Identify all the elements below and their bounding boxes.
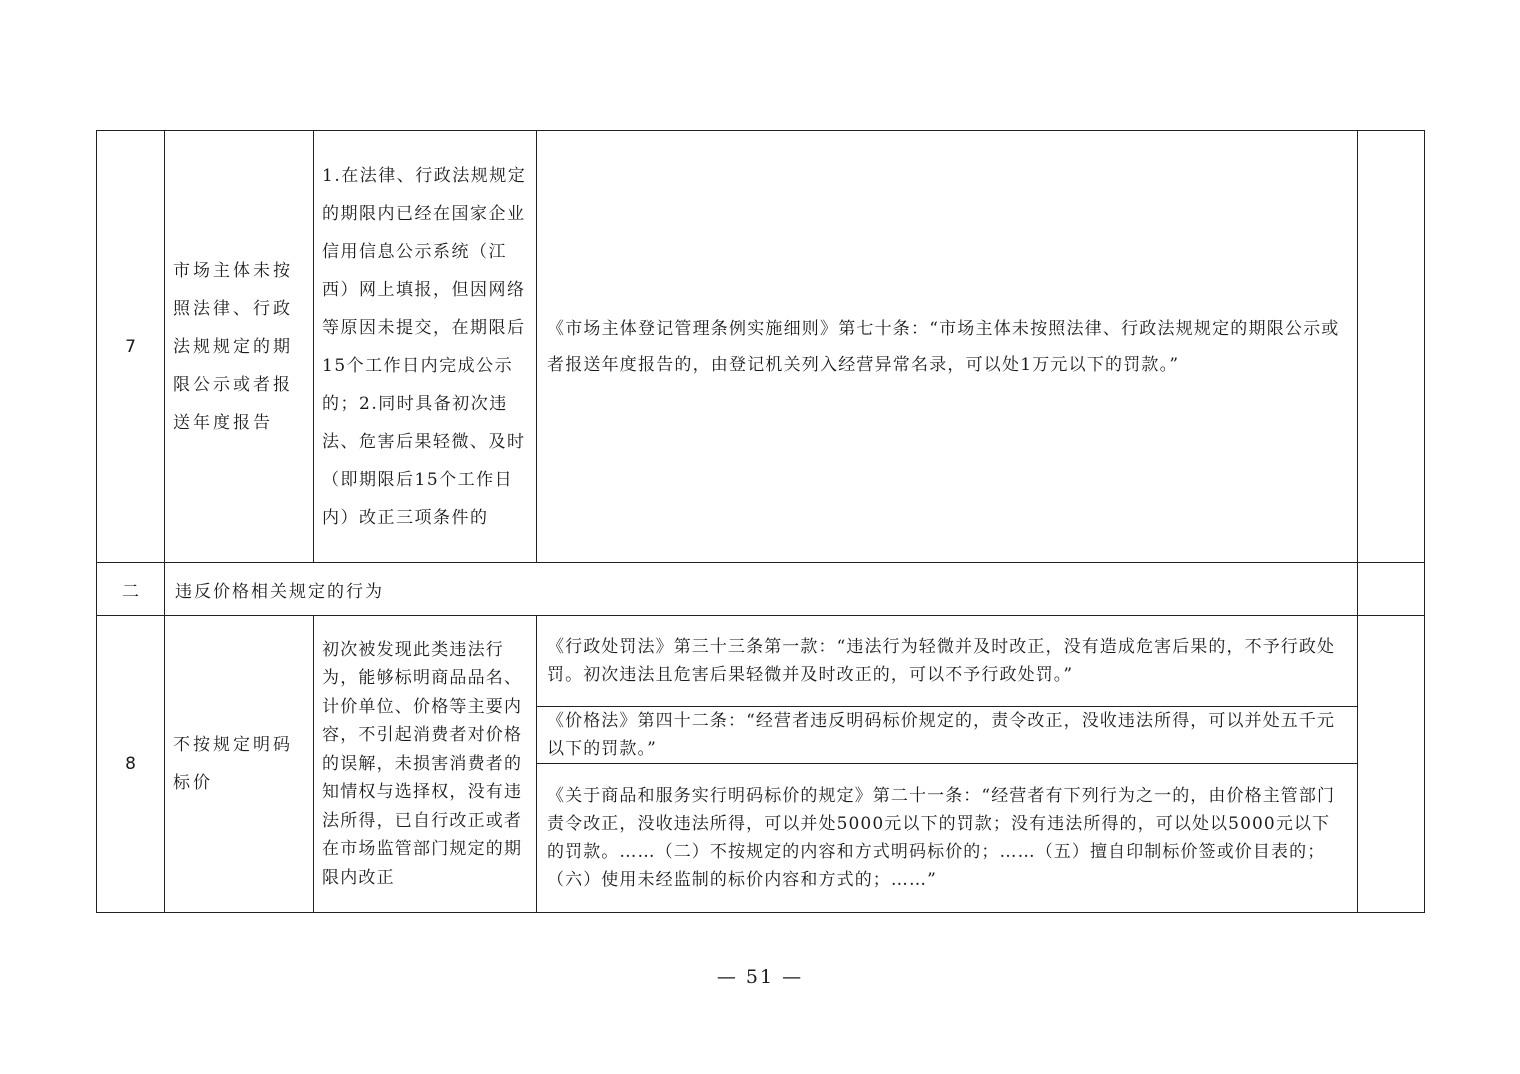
legal-basis-group	[537, 616, 1358, 913]
legal-basis: 《行政处罚法》第三十三条第一款：“违法行为轻微并及时改正，没有造成危害后果的，不予行政处罚。初次违法且危害后果轻微并及时改正的，可以不予行政处罚。”	[547, 637, 1336, 685]
table-row	[97, 616, 1425, 913]
exemption-conditions: 初次被发现此类违法行为，能够标明商品品名、计价单位、价格等主要内容，不引起消费者对价格的误解，未损害消费者的知情权与选择权，没有违法所得，已自行改正或者在市场监管部门规定的期限内改正	[314, 616, 537, 913]
section-title: 违反价格相关规定的行为	[165, 563, 1358, 616]
legal-basis: 《关于商品和服务实行明码标价的规定》第二十一条：“经营者有下列行为之一的，由价格主管部门责令改正，没收违法所得，可以并处5000元以下的罚款；没有违法所得的，可以处以5000元以下的罚款。……（二）不按规定的内容和方式明码标价的；……（五）擅自印制标价签或价目表的；（六）使用未经监制的标价内容和方式的；……”	[537, 763, 1357, 911]
violation-name: 市场主体未按照法律、行政法规规定的期限公示或者报送年度报告	[165, 131, 314, 563]
legal-basis: 《市场主体登记管理条例实施细则》第七十条：“市场主体未按照法律、行政法规规定的期限公示或者报送年度报告的，由登记机关列入经营异常名录，可以处1万元以下的罚款。”	[537, 131, 1358, 563]
remark-cell	[1358, 563, 1425, 616]
row-number: 7	[97, 131, 165, 563]
penalty-table	[96, 130, 1425, 913]
section-row	[97, 563, 1425, 616]
legal-basis: 《价格法》第四十二条：“经营者违反明码标价规定的，责令改正，没收违法所得，可以并处五千元以下的罚款。”	[537, 706, 1357, 763]
remark-cell	[1358, 131, 1425, 563]
table-row	[97, 131, 1425, 563]
violation-name: 不按规定明码标价	[165, 616, 314, 913]
section-number: 二	[97, 563, 165, 616]
row-number: 8	[97, 616, 165, 913]
page-number: — 51 —	[716, 966, 804, 988]
exemption-conditions: 1.在法律、行政法规规定的期限内已经在国家企业信用信息公示系统（江西）网上填报，但因网络等原因未提交，在期限后15个工作日内完成公示的；2.同时具备初次违法、危害后果轻微、及时（即期限后15个工作日内）改正三项条件的	[314, 131, 537, 563]
remark-cell	[1358, 616, 1425, 913]
